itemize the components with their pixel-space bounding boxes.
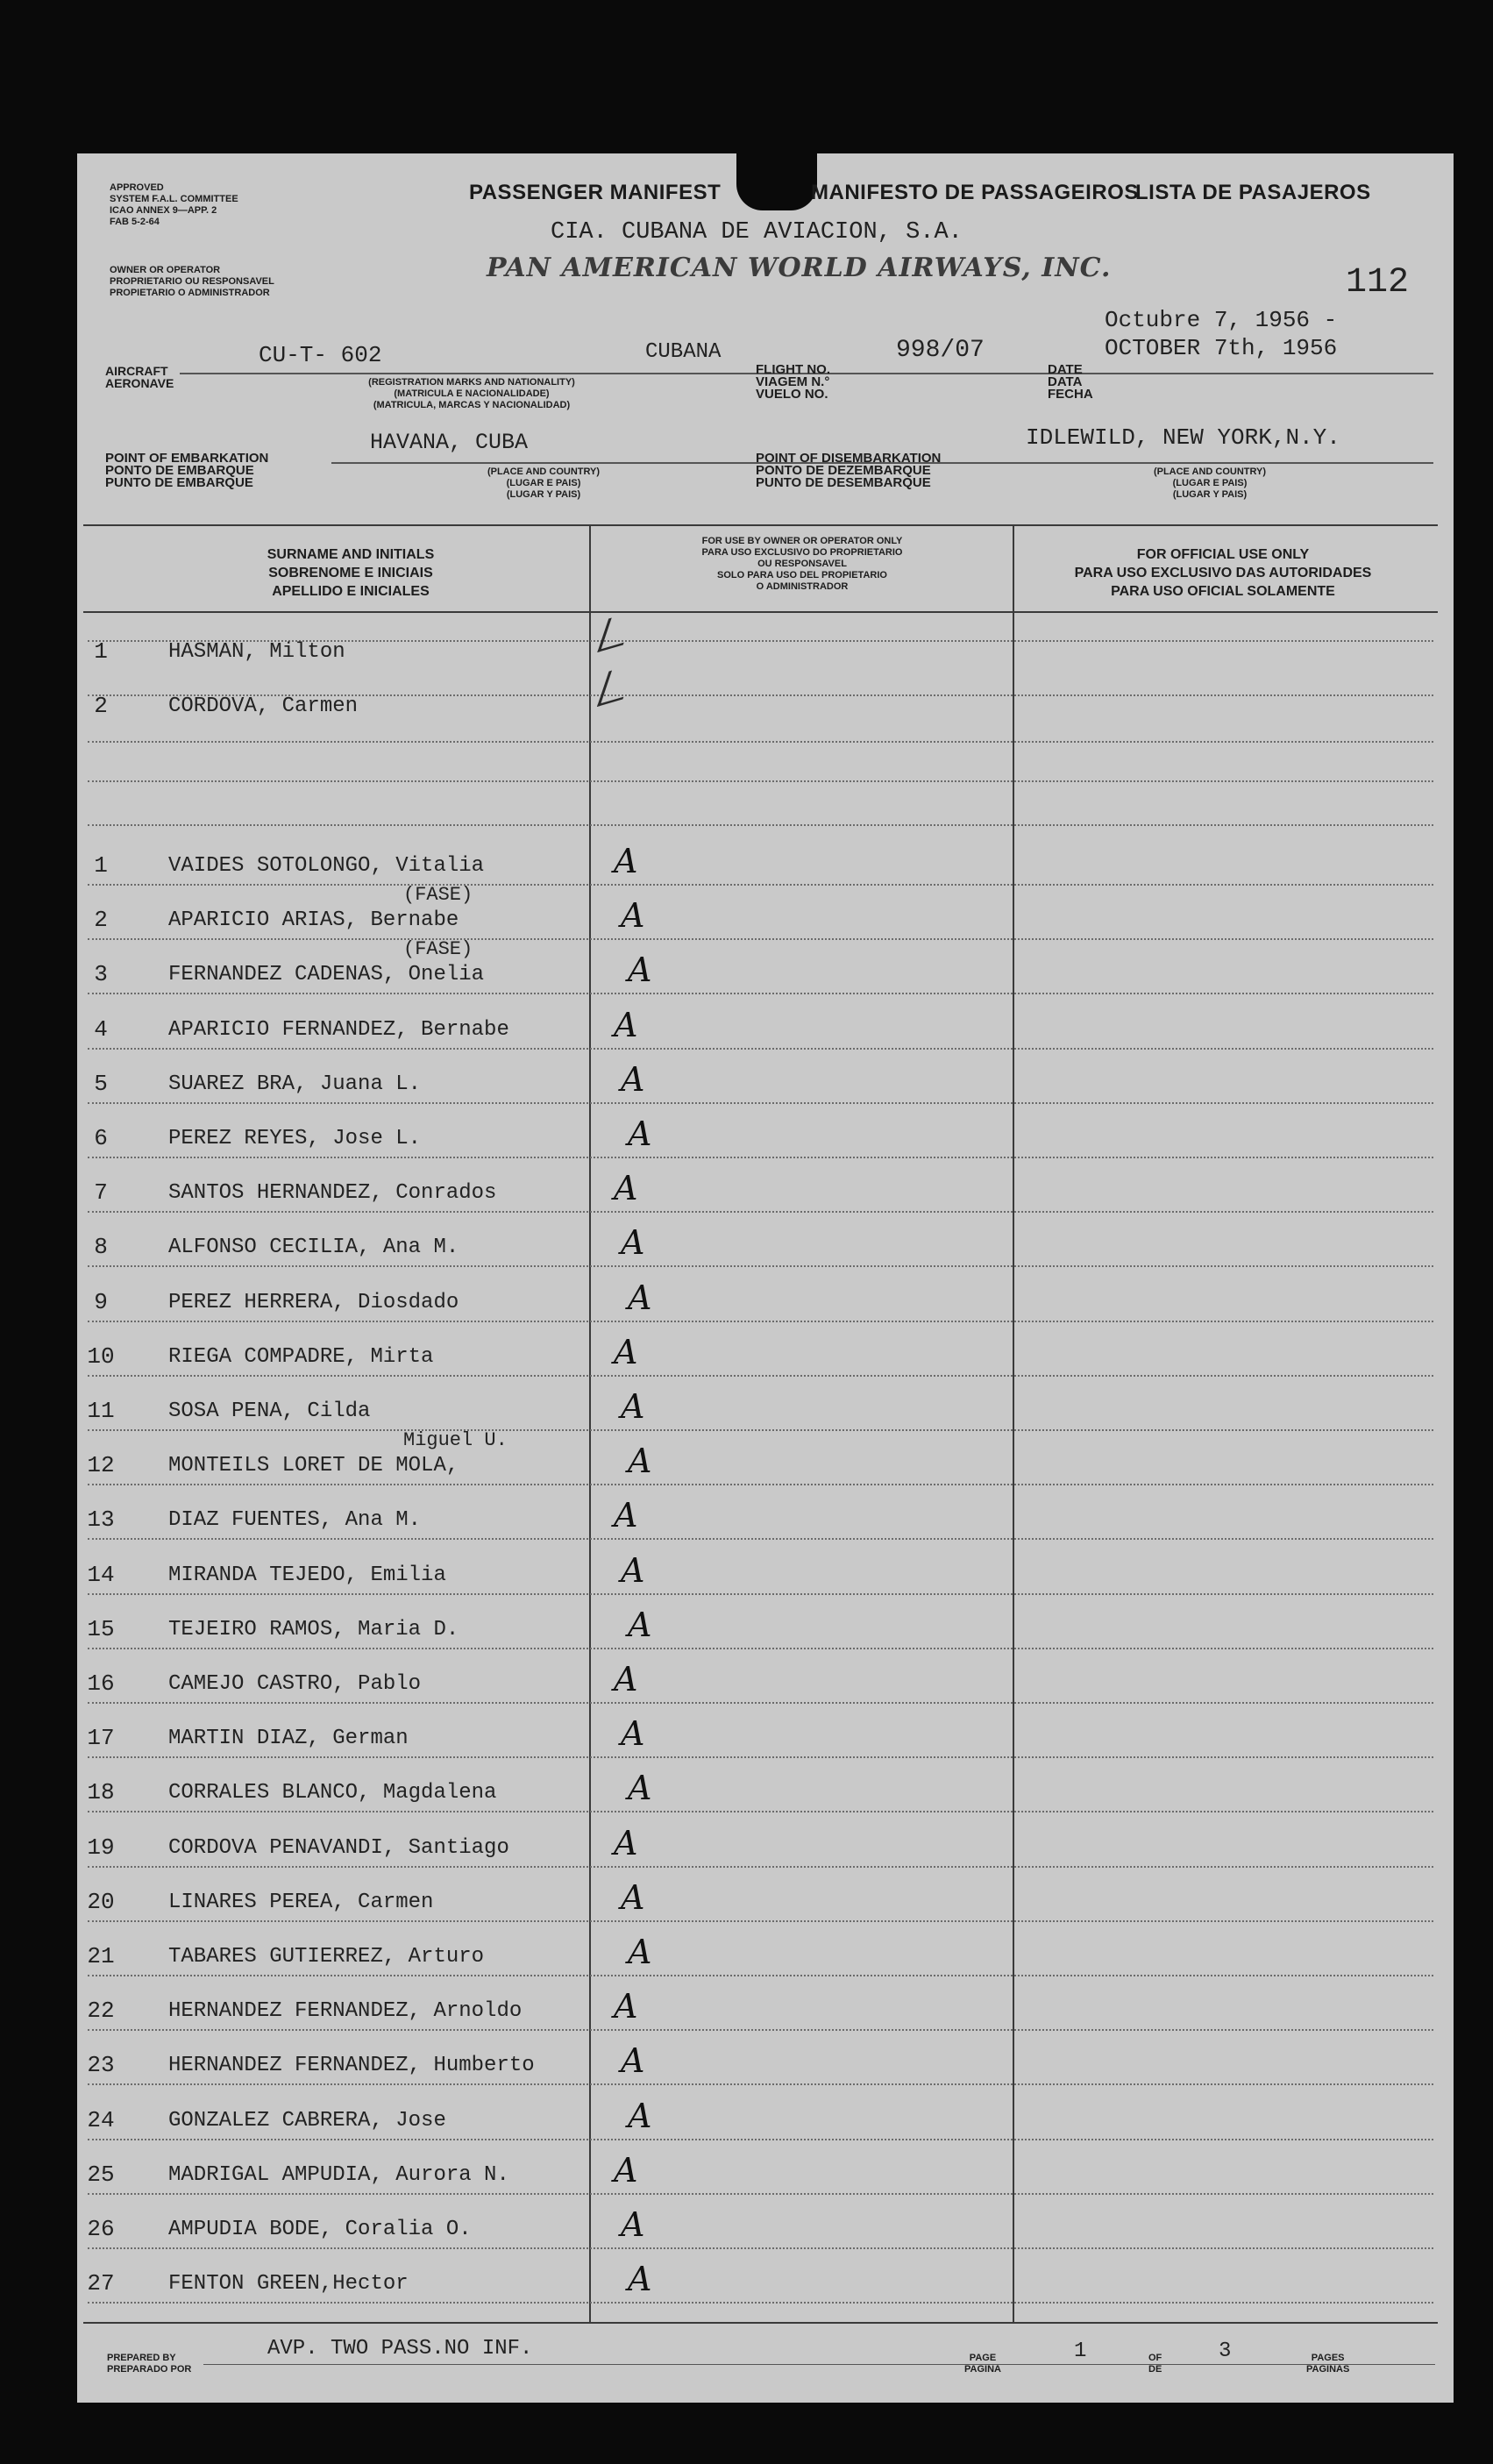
passenger-name: MARTIN DIAZ, German <box>168 1727 409 1751</box>
passenger-name: TABARES GUTIERREZ, Arturo <box>168 1945 485 1969</box>
passenger-name: MIRANDA TEJEDO, Emilia <box>168 1563 446 1587</box>
row-rule <box>88 780 1433 782</box>
row-rule <box>88 1811 1433 1812</box>
owner-printed-brand: PAN AMERICAN WORLD AIRWAYS, INC. <box>487 253 1112 283</box>
row-rule <box>88 1157 1433 1158</box>
passenger-name: TEJEIRO RAMOS, Maria D. <box>168 1617 459 1641</box>
passenger-name: GONZALEZ CABRERA, Jose <box>168 2108 446 2133</box>
row-rule <box>88 741 1433 743</box>
row-rule <box>88 1265 1433 1267</box>
passenger-number: 24 <box>87 2106 115 2133</box>
embark-value: HAVANA, CUBA <box>370 430 529 455</box>
passenger-number: 12 <box>87 1452 115 1479</box>
passenger-number: 18 <box>87 1779 115 1806</box>
passenger-name: CAMEJO CASTRO, Pablo <box>168 1672 422 1696</box>
footer-underline <box>203 2364 1435 2365</box>
passenger-number: 3 <box>94 961 108 988</box>
passenger-name: FERNANDEZ CADENAS, Onelia <box>168 963 485 987</box>
table-top-rule <box>83 524 1438 526</box>
row-rule <box>88 1048 1433 1050</box>
row-rule <box>88 1211 1433 1213</box>
row-rule <box>88 938 1433 940</box>
operator-mark: A <box>621 1059 645 1099</box>
binder-hole <box>736 149 817 210</box>
passenger-name: CORRALES BLANCO, Magdalena <box>168 1781 497 1805</box>
row-rule <box>88 1756 1433 1758</box>
row-rule <box>88 1866 1433 1868</box>
sheet-number: 112 <box>1346 263 1410 303</box>
passenger-name: VAIDES SOTOLONGO, Vitalia <box>168 854 485 878</box>
operator-mark: A <box>621 1550 645 1590</box>
place-labels-1: (PLACE AND COUNTRY) (LUGAR E PAIS) (LUGAR Y PAIS) <box>487 466 601 500</box>
col3-header: FOR OFFICIAL USE ONLY PARA USO EXCLUSIVO DAS AUTORIDADES PARA USO OFICIAL SOLAMENTE <box>1074 547 1372 599</box>
row-rule <box>88 824 1433 826</box>
nationality-value: CUBANA <box>645 340 722 364</box>
header-bottom-rule <box>83 611 1438 613</box>
col1-header: SURNAME AND INITIALS SOBRENOME E INICIAIS APELLIDO E INICIALES <box>267 547 435 599</box>
passenger-number: 22 <box>87 1998 115 2025</box>
passenger-number: 1 <box>94 638 108 665</box>
operator-mark: A <box>614 1823 638 1862</box>
passenger-name: SUAREZ BRA, Juana L. <box>168 1072 422 1096</box>
row-rule <box>88 1538 1433 1540</box>
operator-mark: A <box>614 1332 638 1371</box>
passenger-name: HASMAN, Milton <box>168 640 345 664</box>
row-rule <box>88 1484 1433 1485</box>
passenger-name: FENTON GREEN,Hector <box>168 2272 409 2297</box>
operator-mark: A <box>621 1714 645 1754</box>
operator-mark: A <box>628 1442 652 1481</box>
operator-mark: A <box>614 2150 638 2190</box>
prepared-value: AVP. TWO PASS.NO INF. <box>267 2337 533 2361</box>
col2-header: FOR USE BY OWNER OR OPERATOR ONLY PARA USO EXCLUSIVO DO PROPRIETARIO OU RESPONSAVEL SOLO PARA USO DEL PROPIETARIO O ADMINISTRADOR <box>701 536 903 592</box>
passenger-name: APARICIO FERNANDEZ, Bernabe <box>168 1017 509 1042</box>
passenger-name: PEREZ HERRERA, Diosdado <box>168 1290 459 1314</box>
column-divider-1 <box>589 526 591 2324</box>
embark-labels: POINT OF EMBARKATION PONTO DE EMBARQUE PUNTO DE EMBARQUE <box>105 451 269 490</box>
row-rule <box>88 2247 1433 2249</box>
disembark-labels: POINT OF DISEMBARKATION PONTO DE DEZEMBARQUE PUNTO DE DESEMBARQUE <box>756 451 942 490</box>
title-pt: MANIFESTO DE PASSAGEIROS <box>811 181 1139 204</box>
passenger-number: 19 <box>87 1834 115 1861</box>
passenger-name-note: (FASE) <box>403 938 473 961</box>
passenger-name: MONTEILS LORET DE MOLA, <box>168 1454 459 1478</box>
passenger-name: CORDOVA, Carmen <box>168 694 359 718</box>
operator-mark: A <box>628 1278 652 1317</box>
passenger-number: 6 <box>94 1125 108 1151</box>
passenger-number: 7 <box>94 1179 108 1207</box>
aircraft-value: CU-T- 602 <box>259 342 382 368</box>
passenger-number: 2 <box>94 907 108 934</box>
operator-mark: A <box>614 1660 638 1698</box>
passenger-number: 25 <box>87 2161 115 2188</box>
operator-mark: A <box>614 1496 638 1535</box>
row-rule <box>88 1593 1433 1595</box>
operator-mark: A <box>628 1933 652 1971</box>
place-labels-2: (PLACE AND COUNTRY) (LUGAR E PAIS) (LUGAR Y PAIS) <box>1153 466 1267 500</box>
operator-mark: A <box>628 1114 652 1153</box>
passenger-name: PEREZ REYES, Jose L. <box>168 1127 422 1150</box>
date-es: Octubre 7, 1956 - <box>1105 307 1338 333</box>
passenger-number: 13 <box>87 1506 115 1534</box>
passenger-name: HERNANDEZ FERNANDEZ, Arnoldo <box>168 1999 523 2024</box>
operator-mark: A <box>614 1987 638 2026</box>
passenger-number: 8 <box>94 1234 108 1261</box>
passenger-number: 17 <box>87 1725 115 1752</box>
approved-block: APPROVED SYSTEM F.A.L. COMMITTEE ICAO ANNEX 9—APP. 2 FAB 5-2-64 <box>110 182 238 227</box>
passenger-name-note: (FASE) <box>403 884 473 907</box>
passenger-number: 5 <box>94 1070 108 1097</box>
passenger-number: 16 <box>87 1670 115 1697</box>
operator-mark: A <box>614 842 638 880</box>
title-en: PASSENGER MANIFEST <box>469 181 722 204</box>
passenger-name: SANTOS HERNANDEZ, Conrados <box>168 1181 497 1206</box>
passenger-number: 4 <box>94 1015 108 1043</box>
passenger-number: 15 <box>87 1615 115 1642</box>
passenger-number: 20 <box>87 1888 115 1915</box>
operator-mark: A <box>621 1877 645 1917</box>
disembark-value: IDLEWILD, NEW YORK,N.Y. <box>1026 424 1340 451</box>
row-rule <box>88 1975 1433 1976</box>
footer-top-rule <box>83 2322 1438 2324</box>
row-rule <box>88 1321 1433 1322</box>
passenger-name: APARICIO ARIAS, Bernabe <box>168 908 459 933</box>
row-rule <box>88 1702 1433 1704</box>
flight-value: 998/07 <box>896 337 985 364</box>
row-rule <box>88 1648 1433 1649</box>
passenger-number: 26 <box>87 2216 115 2242</box>
passenger-number: 11 <box>87 1398 115 1424</box>
passenger-name: MADRIGAL AMPUDIA, Aurora N. <box>168 2162 509 2187</box>
passenger-number: 10 <box>87 1342 115 1370</box>
passenger-number: 21 <box>87 1943 115 1969</box>
of-value: 3 <box>1219 2339 1232 2363</box>
operator-mark: A <box>621 2205 645 2244</box>
page-labels: PAGE PAGINA <box>964 2353 1001 2375</box>
operator-mark: A <box>621 1223 645 1263</box>
passenger-name: HERNANDEZ FERNANDEZ, Humberto <box>168 2054 535 2078</box>
row-rule <box>88 1102 1433 1104</box>
column-divider-2 <box>1013 526 1014 2324</box>
passenger-number: 9 <box>94 1288 108 1315</box>
passenger-number: 1 <box>94 852 108 879</box>
owner-labels: OWNER OR OPERATOR PROPRIETARIO OU RESPONSAVEL PROPIETARIO O ADMINISTRADOR <box>110 265 274 298</box>
operator-mark: A <box>614 1169 638 1208</box>
operator-mark: A <box>628 2260 652 2299</box>
passenger-name: RIEGA COMPADRE, Mirta <box>168 1344 434 1369</box>
flight-labels: FLIGHT NO. VIAGEM N.° VUELO NO. <box>756 362 830 402</box>
operator-mark: A <box>628 1605 652 1644</box>
operator-mark: A <box>628 1769 652 1808</box>
operator-mark: A <box>614 1005 638 1044</box>
row-rule <box>88 1375 1433 1377</box>
passenger-number: 23 <box>87 2052 115 2079</box>
passenger-name: DIAZ FUENTES, Ana M. <box>168 1508 422 1533</box>
row-rule <box>88 2302 1433 2304</box>
registration-labels: (REGISTRATION MARKS AND NATIONALITY) (MATRICULA E NACIONALIDADE) (MATRICULA, MARCAS Y NACIONALIDAD) <box>368 377 575 410</box>
passenger-name: LINARES PEREA, Carmen <box>168 1890 434 1914</box>
passenger-name: AMPUDIA BODE, Coralia O. <box>168 2218 472 2241</box>
pages-labels: PAGES PAGINAS <box>1306 2353 1350 2375</box>
operator-mark: A <box>621 896 645 936</box>
operator-mark: A <box>628 951 652 990</box>
row-rule <box>88 2029 1433 2031</box>
passenger-number: 14 <box>87 1561 115 1588</box>
date-en: OCTOBER 7th, 1956 <box>1105 335 1338 361</box>
operator-mark: A <box>628 2096 652 2135</box>
passenger-name: CORDOVA PENAVANDI, Santiago <box>168 1835 509 1860</box>
passenger-name: SOSA PENA, Cilda <box>168 1399 371 1423</box>
row-rule <box>88 1429 1433 1431</box>
passenger-name-note: Miguel U. <box>403 1429 508 1452</box>
aircraft-labels: AIRCRAFT AERONAVE <box>105 364 174 390</box>
row-rule <box>88 2193 1433 2195</box>
title-es: LISTA DE PASAJEROS <box>1135 181 1371 204</box>
row-rule <box>88 1920 1433 1922</box>
prepared-labels: PREPARED BY PREPARADO POR <box>107 2353 192 2375</box>
owner-typed: CIA. CUBANA DE AVIACION, S.A. <box>551 219 963 246</box>
page-value: 1 <box>1074 2339 1087 2363</box>
of-labels: OF DE <box>1148 2353 1162 2375</box>
operator-mark: A <box>621 2041 645 2081</box>
operator-mark: A <box>621 1387 645 1426</box>
row-rule <box>88 2139 1433 2140</box>
row-rule <box>88 993 1433 994</box>
date-labels: DATE DATA FECHA <box>1048 362 1093 402</box>
row-rule <box>88 884 1433 886</box>
passenger-number: 27 <box>87 2270 115 2297</box>
row-rule <box>88 2083 1433 2085</box>
passenger-name: ALFONSO CECILIA, Ana M. <box>168 1236 459 1260</box>
passenger-number: 2 <box>94 693 108 719</box>
